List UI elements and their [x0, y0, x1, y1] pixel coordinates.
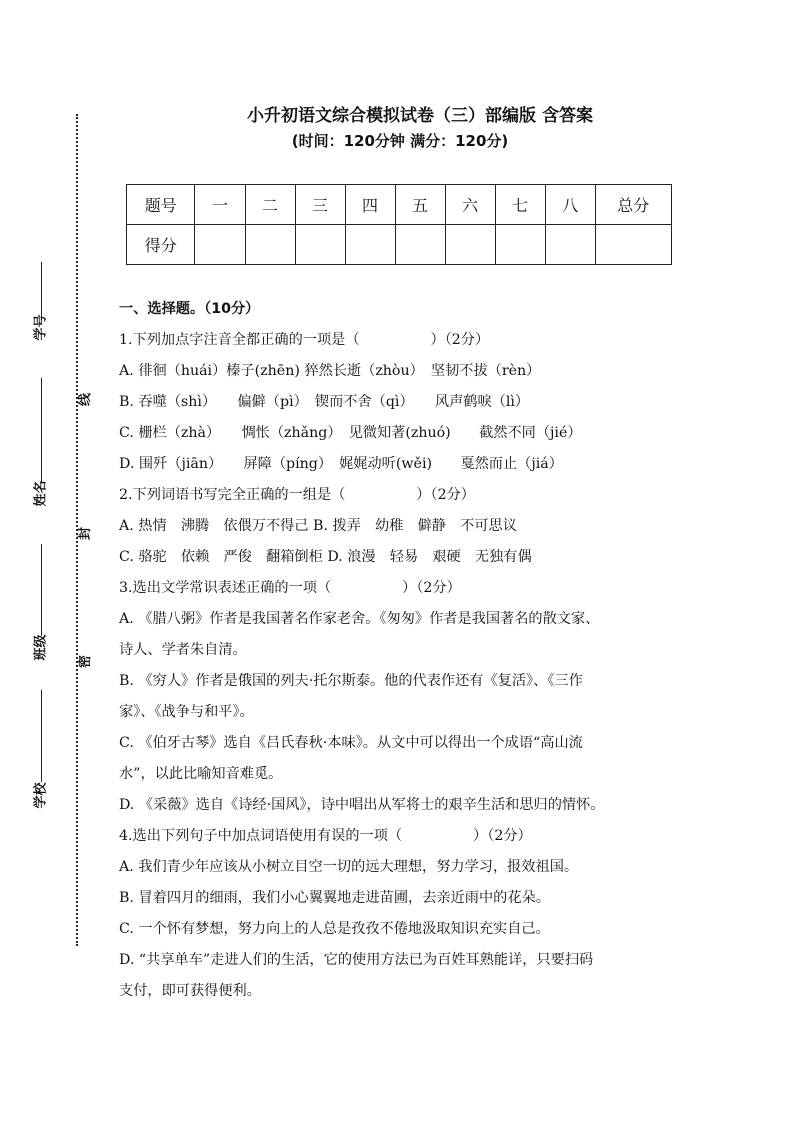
- seal-char-seal: 封: [78, 526, 94, 541]
- score-input-cell[interactable]: [245, 225, 295, 265]
- score-input-cell[interactable]: [445, 225, 495, 265]
- table-cell: 六: [445, 185, 495, 225]
- question-line: C. 《伯牙古琴》选自《吕氏春秋·本味》。从文中可以得出一个成语“高山流: [119, 735, 583, 751]
- student-id-label: 学号: [33, 314, 49, 341]
- table-cell: 一: [195, 185, 245, 225]
- table-cell: 七: [495, 185, 545, 225]
- question-line: 水”，以此比喻知音难觅。: [119, 766, 283, 782]
- question-line: B. 吞噬（shì） 偏僻（pì） 锲而不舍（qì） 风声鹤唳（lì）: [119, 394, 530, 410]
- exam-subtitle: (时间：120分钟 满分：120分): [291, 132, 509, 150]
- name-label: 姓名: [33, 480, 49, 507]
- score-input-cell[interactable]: [395, 225, 445, 265]
- question-line: B. 冒着四月的细雨，我们小心翼翼地走进苗圃，去亲近雨中的花朵。: [119, 890, 550, 906]
- score-input-cell[interactable]: [595, 225, 671, 265]
- seal-char-line: 线: [78, 392, 94, 407]
- school-label: 学校: [33, 782, 49, 809]
- class-line: [41, 544, 42, 636]
- question-line: 1.下列加点字注音全都正确的一项是（ ）（2分）: [119, 332, 490, 348]
- question-line: A. 《腊八粥》作者是我国著名作家老舍。《匆匆》作者是我国著名的散文家、: [119, 611, 600, 627]
- question-line: C. 栅栏（zhà） 惆怅（zhǎng） 见微知著(zhuó) 截然不同（jié）: [119, 425, 582, 441]
- question-line: D. 围歼（jiān） 屏障（píng） 娓娓动听(wěi) 戛然而止（jiá）: [119, 456, 563, 472]
- school-line: [41, 690, 42, 782]
- table-cell: 二: [245, 185, 295, 225]
- score-table: [126, 184, 672, 265]
- section-title: 一、选择题。（10分）: [119, 301, 260, 317]
- question-line: A. 我们青少年应该从小树立目空一切的远大理想，努力学习，报效祖国。: [119, 859, 579, 875]
- question-line: 支付，即可获得便利。: [119, 983, 261, 999]
- question-line: C. 骆驼 依赖 严俊 翻箱倒柜 D. 浪漫 轻易 艰硬 无独有偶: [119, 549, 532, 565]
- class-label: 班级: [33, 634, 49, 661]
- name-line: [41, 378, 42, 482]
- questions-content: [119, 294, 679, 1007]
- table-cell: 题号: [127, 185, 195, 225]
- score-table-score-row: [127, 225, 672, 265]
- seal-char-secret: 密: [78, 654, 94, 669]
- question-line: A. 热情 沸腾 依偎万不得己 B. 拨弄 幼稚 僻静 不可思议: [119, 518, 517, 534]
- table-cell: 总分: [595, 185, 671, 225]
- score-input-cell[interactable]: [345, 225, 395, 265]
- question-line: 家》、《战争与和平》。: [119, 704, 254, 720]
- binding-margin: [0, 0, 110, 1123]
- question-line: D. “共享单车”走进人们的生活，它的使用方法已为百姓耳熟能详，只要扫码: [119, 952, 594, 968]
- student-id-line: [41, 262, 42, 320]
- question-line: C. 一个怀有梦想，努力向上的人总是孜孜不倦地汲取知识充实自己。: [119, 921, 550, 937]
- question-line: 4.选出下列句子中加点词语使用有误的一项（ ）（2分）: [119, 828, 532, 844]
- table-cell: 得分: [127, 225, 195, 265]
- score-input-cell[interactable]: [495, 225, 545, 265]
- question-line: A. 徘徊（huái）榛子(zhēn) 猝然长逝（zhòu） 坚韧不拔（rèn）: [119, 363, 541, 379]
- score-table-header-row: [127, 185, 672, 225]
- question-line: 诗人、学者朱自清。: [119, 642, 247, 658]
- table-cell: 八: [545, 185, 595, 225]
- question-line: 3.选出文学常识表述正确的一项（ ）（2分）: [119, 580, 461, 596]
- table-cell: 四: [345, 185, 395, 225]
- table-cell: 三: [295, 185, 345, 225]
- question-line: 2.下列词语书写完全正确的一组是（ ）（2分）: [119, 487, 475, 503]
- exam-title: 小升初语文综合模拟试卷（三）部编版 含答案: [247, 106, 593, 126]
- question-line: B. 《穷人》作者是俄国的列夫·托尔斯泰。他的代表作还有《复活》、《三作: [119, 673, 583, 689]
- score-input-cell[interactable]: [545, 225, 595, 265]
- score-input-cell[interactable]: [295, 225, 345, 265]
- table-cell: 五: [395, 185, 445, 225]
- question-line: D. 《采薇》选自《诗经·国风》，诗中唱出从军将士的艰辛生活和思归的情怀。: [119, 797, 605, 813]
- score-input-cell[interactable]: [195, 225, 245, 265]
